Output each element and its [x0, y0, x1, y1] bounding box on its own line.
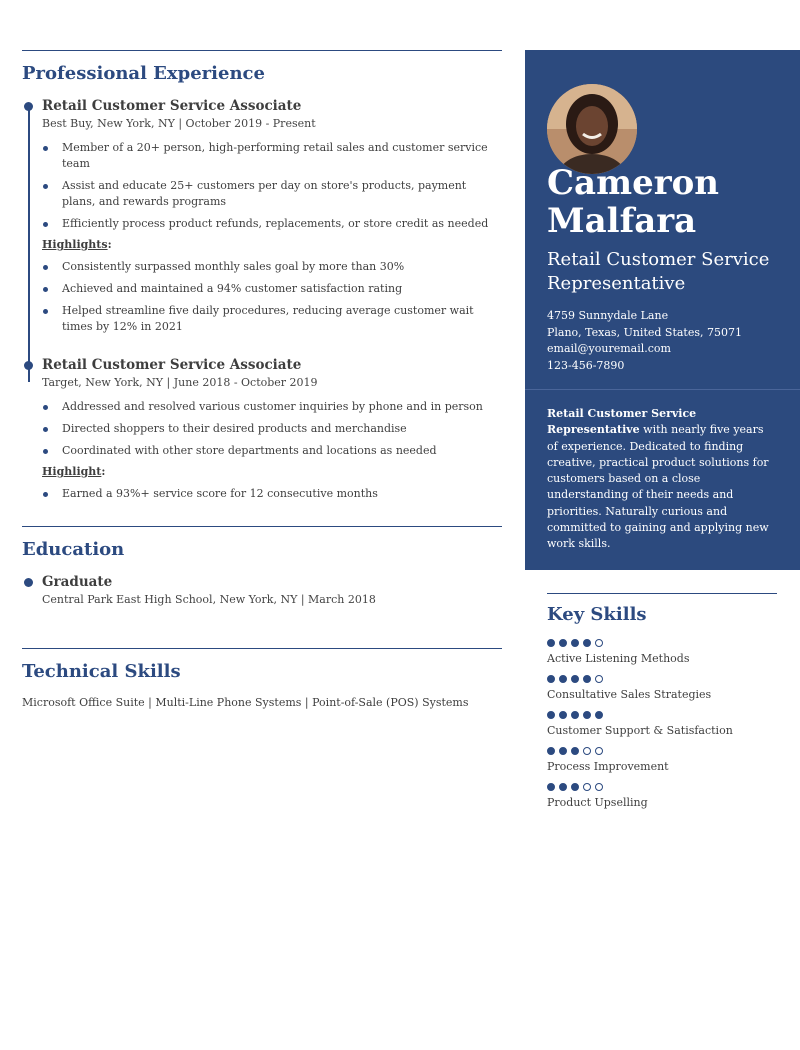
bullet-icon	[43, 405, 48, 410]
skill-name: Product Upselling	[547, 796, 648, 809]
list-item: Member of a 20+ person, high-performing retail sales and customer service team	[42, 140, 502, 172]
bullet-icon	[43, 184, 48, 189]
technical-skills-text: Microsoft Office Suite | Multi-Line Phone Systems | Point-of-Sale (POS) Systems	[22, 696, 469, 709]
experience-divider	[22, 50, 502, 51]
job-entry-1	[22, 98, 502, 335]
skill-name: Active Listening Methods	[547, 652, 690, 665]
list-item: Coordinated with other store departments and locations as needed	[42, 443, 502, 459]
candidate-name: Cameron Malfara	[547, 163, 720, 241]
rating-dot-filled-icon	[583, 675, 591, 683]
list-item: Earned a 93%+ service score for 12 consecutive months	[42, 486, 502, 502]
bullet-icon	[43, 265, 48, 270]
rating-dot-filled-icon	[595, 711, 603, 719]
list-item: Assist and educate 25+ customers per day on store's products, payment plans, and rewards programs	[42, 178, 502, 210]
technical-heading: Technical Skills	[22, 661, 181, 682]
key-skills-divider	[547, 593, 777, 594]
rating-dot-filled-icon	[559, 783, 567, 791]
bullet-icon	[43, 146, 48, 151]
rating-dot-filled-icon	[559, 747, 567, 755]
rating-dot-empty-icon	[595, 783, 603, 791]
education-divider	[22, 526, 502, 527]
job-duties	[42, 399, 502, 459]
skill-item	[547, 711, 777, 737]
skill-item	[547, 639, 777, 665]
candidate-role: Retail Customer Service Representative	[547, 249, 770, 294]
skills-list	[547, 639, 777, 809]
summary-text: Retail Customer Service Representative with nearly five years of experience. Dedicated to finding creative, practical product solutions for customers based on a close understanding of their needs and priorities. Naturally curious and committed to gaining and applying new work skills.	[547, 407, 769, 551]
contact-info	[547, 308, 742, 374]
avatar-photo-icon	[547, 84, 637, 174]
skill-item	[547, 747, 777, 773]
rating-dot-filled-icon	[571, 675, 579, 683]
skill-item	[547, 783, 777, 809]
skill-name: Consultative Sales Strategies	[547, 688, 712, 701]
rating-dot-empty-icon	[595, 747, 603, 755]
rating-dot-filled-icon	[559, 711, 567, 719]
job-marker	[24, 102, 33, 111]
job-title: Retail Customer Service Associate	[42, 98, 302, 114]
list-item: Achieved and maintained a 94% customer satisfaction rating	[42, 281, 502, 297]
list-item: Helped streamline five daily procedures, reducing average customer wait times by 12% in 2021	[42, 303, 502, 335]
key-skills-heading: Key Skills	[547, 604, 647, 625]
list-item: Directed shoppers to their desired products and merchandise	[42, 421, 502, 437]
job-marker	[24, 361, 33, 370]
rating-dot-empty-icon	[595, 639, 603, 647]
rating-dot-filled-icon	[547, 675, 555, 683]
job-highlights	[42, 486, 502, 502]
highlights-label: Highlights:	[42, 238, 112, 251]
key-skills-section	[547, 593, 777, 819]
skill-rating	[547, 675, 777, 683]
phone-text: 123-456-7890	[547, 358, 625, 372]
skill-rating	[547, 783, 777, 791]
rating-dot-filled-icon	[547, 783, 555, 791]
rating-dot-empty-icon	[583, 747, 591, 755]
technical-divider	[22, 648, 502, 649]
rating-dot-empty-icon	[583, 783, 591, 791]
experience-heading: Professional Experience	[22, 63, 265, 84]
job-title: Retail Customer Service Associate	[42, 357, 302, 373]
list-item: Addressed and resolved various customer inquiries by phone and in person	[42, 399, 502, 415]
bullet-icon	[43, 492, 48, 497]
bullet-icon	[43, 449, 48, 454]
education-heading: Education	[22, 539, 125, 560]
skill-rating	[547, 639, 777, 647]
email-text: email@youremail.com	[547, 342, 671, 355]
skill-name: Customer Support & Satisfaction	[547, 724, 733, 737]
skill-rating	[547, 747, 777, 755]
job-entry-2	[22, 357, 502, 502]
bullet-icon	[43, 287, 48, 292]
rating-dot-filled-icon	[559, 675, 567, 683]
rating-dot-filled-icon	[559, 639, 567, 647]
skill-item	[547, 675, 777, 701]
list-item: Consistently surpassed monthly sales goal by more than 30%	[42, 259, 502, 275]
bullet-icon	[43, 427, 48, 432]
rating-dot-empty-icon	[595, 675, 603, 683]
job-duties	[42, 140, 502, 232]
rating-dot-filled-icon	[571, 639, 579, 647]
rating-dot-filled-icon	[583, 711, 591, 719]
city-line: Plano, Texas, United States, 75071	[547, 325, 742, 339]
list-item: Efficiently process product refunds, replacements, or store credit as needed	[42, 216, 502, 232]
rating-dot-filled-icon	[571, 783, 579, 791]
job-highlights	[42, 259, 502, 335]
rating-dot-filled-icon	[547, 747, 555, 755]
skill-rating	[547, 711, 777, 719]
job-meta: Target, New York, NY | June 2018 - October 2019	[42, 376, 318, 389]
rating-dot-filled-icon	[571, 711, 579, 719]
rating-dot-filled-icon	[547, 639, 555, 647]
job-meta: Best Buy, New York, NY | October 2019 - Present	[42, 117, 316, 130]
degree: Graduate	[42, 574, 113, 590]
education-entry	[22, 574, 502, 606]
address-line: 4759 Sunnydale Lane	[547, 309, 669, 322]
avatar	[547, 84, 637, 174]
rating-dot-filled-icon	[583, 639, 591, 647]
panel-divider	[525, 389, 800, 390]
bullet-icon	[43, 222, 48, 227]
profile-panel	[525, 50, 800, 570]
education-marker	[24, 578, 33, 587]
school-meta: Central Park East High School, New York, NY | March 2018	[42, 593, 376, 606]
rating-dot-filled-icon	[547, 711, 555, 719]
bullet-icon	[43, 309, 48, 314]
rating-dot-filled-icon	[571, 747, 579, 755]
left-column	[22, 0, 502, 709]
skill-name: Process Improvement	[547, 760, 669, 773]
highlights-label: Highlight:	[42, 465, 106, 478]
